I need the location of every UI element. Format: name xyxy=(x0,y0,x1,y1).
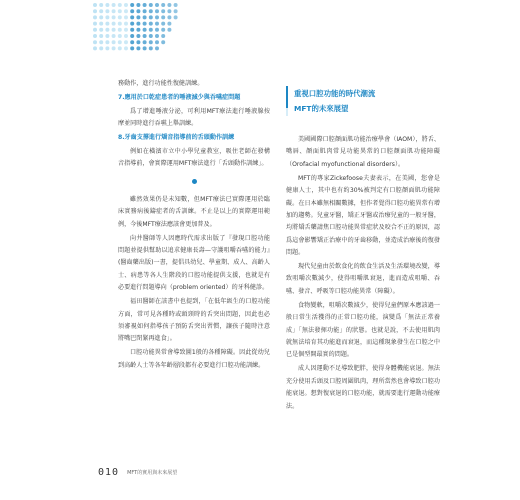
decorative-dot xyxy=(130,3,134,7)
section-title-line1: 重視口腔功能的時代潮流 xyxy=(294,89,376,98)
decorative-dot xyxy=(136,9,140,13)
decorative-dot xyxy=(161,15,165,19)
decorative-dot-pattern xyxy=(92,2,184,52)
decorative-dot xyxy=(130,9,134,13)
decorative-dot xyxy=(155,40,159,44)
decorative-dot xyxy=(167,15,171,19)
decorative-dot xyxy=(155,22,159,26)
decorative-dot xyxy=(149,40,153,44)
decorative-dot xyxy=(167,28,171,32)
decorative-dot xyxy=(149,9,153,13)
decorative-dot xyxy=(105,34,109,38)
decorative-dot xyxy=(124,15,128,19)
decorative-dot xyxy=(130,15,134,19)
page-footer xyxy=(98,467,177,478)
decorative-dot xyxy=(167,22,171,26)
decorative-dot xyxy=(130,40,134,44)
decorative-dot xyxy=(105,15,109,19)
decorative-dot xyxy=(155,9,159,13)
decorative-dot xyxy=(130,46,134,50)
decorative-dot xyxy=(112,40,116,44)
decorative-dot xyxy=(93,46,97,50)
decorative-dot xyxy=(112,3,116,7)
left-paragraph-4: 口腔功能異常會導致圖1般的各種障礙。因此從幼兒到高齡人士等各年齡層段都有必要進行口腔功能訓練。 xyxy=(118,349,270,369)
decorative-dot xyxy=(149,28,153,32)
decorative-dot xyxy=(99,40,103,44)
left-paragraph-3: 福田醫師在該書中也提到，「在低年級生的口腔功能方面，常可見各種時或頭頸時的舌突出問題，因此也必須審視如何指導孩子預防舌突出習慣，讓孩子隨時注意將嘴巴閉緊再進食」。 xyxy=(118,298,270,343)
decorative-dot xyxy=(124,34,128,38)
decorative-dot xyxy=(124,46,128,50)
decorative-dot xyxy=(105,3,109,7)
decorative-dot xyxy=(93,9,97,13)
decorative-dot xyxy=(118,40,122,44)
decorative-dot xyxy=(136,22,140,26)
left-paragraph-2: 向井醫師等人因應時代需求出版了『發現口腔功能問題並提供幫助以追求健康長壽—守護咀嚼吞嚥的能力』(醫齒藥出版)一書，提倡具幼兒、學童期、成人、高齡人士、病患等各人生階段的口腔功能提供支援，也就是有必要進行問題導向（problem oriented）的牙科健診。 xyxy=(118,234,270,292)
right-paragraph-3: 現代兒童由於飲食化的飲食生活及生活環境改變，導致咀嚼次數減少，使得咀嚼肌衰退，進而造成咀嚼、吞嚥、發音、呼吸等口腔功能異常（障礙）。 xyxy=(286,263,440,295)
decorative-dot xyxy=(143,3,147,7)
decorative-dot xyxy=(149,3,153,7)
item8-text: 例如在橫濱市立中小學兒童教室，吸住老師在發構音指導前，會實際運用MFT療法進行「舌頭動作訓練」。 xyxy=(118,148,270,168)
decorative-dot xyxy=(105,46,109,50)
decorative-dot xyxy=(130,22,134,26)
right-paragraph-5: 成人因運動不足導致肥胖，使得身體機能衰退。無法充分使用舌頭及口腔周圍肌肉，理所當然也會導致口腔功能衰退。想對復衰退的口腔功能，就需要進行運動功能療法。 xyxy=(286,365,440,410)
decorative-dot xyxy=(174,3,178,7)
decorative-dot xyxy=(112,46,116,50)
right-paragraph-2: MFT的專家Zickefoose夫妻表示，在美國，您會是健康人士，其中也有約30%被判定有口腔顏面肌功能障礙。在日本雖無相關數據，但作者覺得口腔功能異常有增加的趨勢。兒童牙醫，矯正牙醫或治療兒童的一般牙醫，均將矯舌藥請焦口腔功能異常症狀及咬合不正的原因，認爲這會影響矯正治療中的牙齒移動，並造成治療後的復發問題。 xyxy=(286,174,440,257)
decorative-dot xyxy=(149,34,153,38)
decorative-dot xyxy=(174,9,178,13)
decorative-dot xyxy=(167,3,171,7)
decorative-dot xyxy=(124,3,128,7)
decorative-dot xyxy=(112,22,116,26)
decorative-dot xyxy=(149,15,153,19)
decorative-dot xyxy=(93,15,97,19)
decorative-dot xyxy=(130,28,134,32)
left-column xyxy=(118,78,270,374)
decorative-dot xyxy=(118,28,122,32)
decorative-dot xyxy=(155,15,159,19)
decorative-dot xyxy=(105,22,109,26)
section-title-line2: MFT的未來展望 xyxy=(294,104,349,113)
decorative-dot xyxy=(99,28,103,32)
decorative-dot xyxy=(99,22,103,26)
decorative-dot xyxy=(99,3,103,7)
decorative-dot xyxy=(99,9,103,13)
decorative-dot xyxy=(143,40,147,44)
decorative-dot xyxy=(118,9,122,13)
decorative-dot xyxy=(99,34,103,38)
decorative-dot xyxy=(161,28,165,32)
decorative-dot xyxy=(105,28,109,32)
decorative-dot xyxy=(118,15,122,19)
decorative-dot xyxy=(136,40,140,44)
page-number: 010 xyxy=(98,467,120,478)
decorative-dot xyxy=(99,46,103,50)
decorative-dot xyxy=(118,46,122,50)
decorative-dot xyxy=(155,34,159,38)
decorative-dot xyxy=(112,15,116,19)
left-intro-text: 務動作，進行功能性復健訓練。 xyxy=(118,80,204,87)
decorative-dot xyxy=(143,46,147,50)
decorative-dot xyxy=(105,9,109,13)
decorative-dot xyxy=(112,28,116,32)
decorative-dot xyxy=(93,40,97,44)
decorative-dot xyxy=(124,28,128,32)
decorative-dot xyxy=(143,28,147,32)
decorative-dot xyxy=(161,40,165,44)
decorative-dot xyxy=(167,9,171,13)
decorative-dot xyxy=(124,9,128,13)
decorative-dot xyxy=(155,46,159,50)
decorative-dot xyxy=(161,9,165,13)
section-bullet-icon xyxy=(192,179,197,184)
decorative-dot xyxy=(93,3,97,7)
decorative-dot xyxy=(118,34,122,38)
decorative-dot xyxy=(93,22,97,26)
decorative-dot xyxy=(118,3,122,7)
decorative-dot xyxy=(161,34,165,38)
decorative-dot xyxy=(143,34,147,38)
left-paragraph-1: 雖然效果仍是未知數，但MFT療法已實際運用於臨床實務病後鑄症者的舌訓練。不止是以上的實際運用範例，今後MFT療法應該會更加普及。 xyxy=(118,195,270,228)
decorative-dot xyxy=(93,34,97,38)
decorative-dot xyxy=(136,46,140,50)
running-footer-title: MFT的實用與未來展望 xyxy=(127,470,178,476)
item7-text: 爲了增進唾液分泌，可利用MFT療法進行唾液腺按摩並同時進行吞嚥上舉訓練。 xyxy=(118,107,270,128)
decorative-dot xyxy=(136,3,140,7)
decorative-dot xyxy=(105,40,109,44)
decorative-dot xyxy=(136,15,140,19)
decorative-dot xyxy=(149,46,153,50)
decorative-dot xyxy=(112,34,116,38)
decorative-dot xyxy=(124,40,128,44)
decorative-dot xyxy=(143,9,147,13)
decorative-dot xyxy=(143,15,147,19)
section-title xyxy=(286,86,440,116)
decorative-dot xyxy=(174,15,178,19)
decorative-dot xyxy=(161,3,165,7)
decorative-dot xyxy=(155,3,159,7)
decorative-dot xyxy=(136,34,140,38)
decorative-dot xyxy=(155,28,159,32)
decorative-dot xyxy=(93,28,97,32)
decorative-dot xyxy=(99,15,103,19)
right-column xyxy=(286,78,440,414)
decorative-dot xyxy=(118,22,122,26)
decorative-dot xyxy=(149,22,153,26)
item7-heading: 7.應用於口乾症患者的唾液減少與吞嚥症問題 xyxy=(118,93,241,101)
item8-heading: 8.牙齒支撐進行矯音指導前的舌頭動作訓練 xyxy=(118,134,235,142)
decorative-dot xyxy=(143,22,147,26)
right-paragraph-1: 美國國際口腔顏面肌功能治療學會（IAOM），將舌、嘴唇、顏面肌肉常見功能異常的口腔顏面肌功能障礙（Orofacial myofunctional disorders）。 xyxy=(286,136,440,168)
decorative-dot xyxy=(112,9,116,13)
decorative-dot xyxy=(124,22,128,26)
right-paragraph-4: 食物變軟，咀嚼次數減少，使得兒童們原本應該過一般日常生活獲得的正常口腔功能，演變爲「無法正常養成」「無法發揮功能」的狀態。也就是說，不去使用肌肉就無法培育其功能進而衰退，而這種現象發生在口腔之中已是個型開最實的問題。 xyxy=(286,301,440,359)
decorative-dot xyxy=(161,22,165,26)
decorative-dot xyxy=(136,28,140,32)
decorative-dot xyxy=(130,34,134,38)
